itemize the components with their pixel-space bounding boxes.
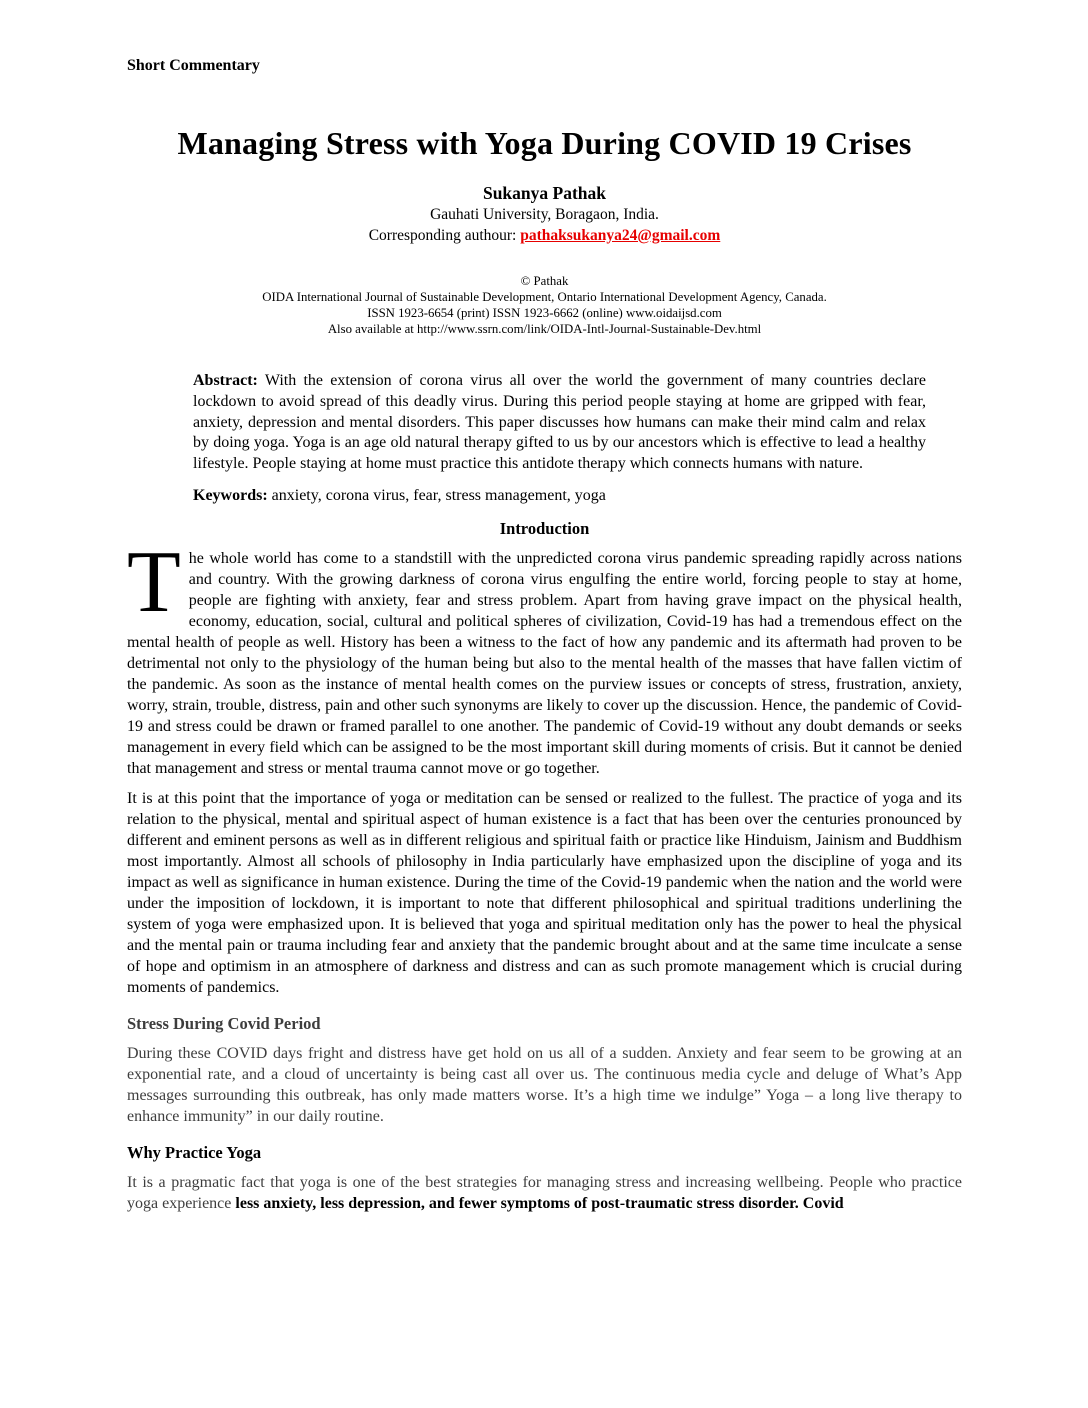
paragraph-introduction-1-text: he whole world has come to a standstill with the unpredicted corona virus pandemic spreading rapidly across nations and country. With the growing darkness of corona virus engulfing the entire world, forcing people to stay at home, people are fighting with anxiety, fear and stress problem. Apart from having grave impact on the physical health, economy, education, social, cultural and political spheres of civilization, Covid-19 has had a tremendous effect on the mental health of people as well. History has been a witness to the fact of how any pandemic and its aftermath had proven to be detrimental not only to the physiology of the human being but also to the mental health of the masses that have fallen victim of the pandemic. As soon as the instance of mental health comes on the purview issues or concepts of stress, frustration, anxiety, worry, strain, trouble, distress, pain and other such synonyms are likely to cover up the discussion. Hence, the pandemic of Covid-19 and stress could be drawn or framed parallel to one another. The pandemic of Covid-19 without any doubt demands or seeks management in every field which can be assigned to be the most important skill during moments of crisis. But it cannot be denied that management and stress or mental trauma cannot move or go together. <box>127 549 962 777</box>
corresponding-line <box>127 225 962 247</box>
availability-line: Also available at http://www.ssrn.com/link/OIDA-Intl-Journal-Sustainable-Dev.html <box>327 322 762 336</box>
section-heading-stress-during-covid: Stress During Covid Period <box>127 1013 321 1033</box>
section-heading-why-practice-yoga: Why Practice Yoga <box>127 1142 262 1162</box>
paragraph-why-practice-yoga-lead: It is a pragmatic fact that yoga is one of the best strategies for managing stress and increasing wellbeing. People who practice yoga experience <box>127 1173 962 1212</box>
publication-block <box>127 273 962 337</box>
keywords-text: anxiety, corona virus, fear, stress management, yoga <box>267 486 606 504</box>
paragraph-why-practice-yoga-emphasis: less anxiety, less depression, and fewer symptoms of post-traumatic stress disorder. Covid <box>235 1194 844 1212</box>
corresponding-label: Corresponding authour: <box>368 227 521 244</box>
paragraph-introduction-1 <box>127 533 962 779</box>
paper-title: Managing Stress with Yoga During COVID 19 Crises <box>177 125 912 161</box>
issn-line: ISSN 1923-6654 (print) ISSN 1923-6662 (online) www.oidaijsd.com <box>367 306 722 320</box>
category-label: Short Commentary <box>127 57 260 74</box>
drop-cap: T <box>127 533 181 631</box>
abstract-label: Abstract: <box>193 372 258 389</box>
section-heading-introduction: Introduction <box>499 518 590 538</box>
paragraph-why-practice-yoga <box>127 1172 962 1214</box>
abstract-text: With the extension of corona virus all over the world the government of many countries declare lockdown to avoid spread of this deadly virus. During this period people staying at home are gripped with fear, anxiety, depression and mental disorders. This paper discusses how humans can make their mind calm and relax by doing yoga. Yoga is an age old natural therapy gifted to us by our ancestors which is effective to lead a healthy lifestyle. People staying at home must practice this antidote therapy which connects humans with nature. <box>193 372 926 473</box>
author-name: Sukanya Pathak <box>482 183 607 203</box>
paragraph-stress-during-covid: During these COVID days fright and distress have get hold on us all of a sudden. Anxiety and fear seem to be growing at an exponential rate, and a cloud of uncertainty is being cast all over us. The continuous media cycle and deluge of What’s App messages surrounding this outbreak, has only made matters worse. It’s a high time we indulge” Yoga – a long live therapy to enhance immunity” in our daily routine. <box>127 1044 962 1125</box>
journal-line: OIDA International Journal of Sustainable Development, Ontario International Development Agency, Canada. <box>262 290 827 304</box>
corresponding-email-link[interactable]: pathaksukanya24@gmail.com <box>520 227 721 244</box>
copyright-line: © Pathak <box>520 274 569 288</box>
author-affiliation: Gauhati University, Boragaon, India. <box>430 206 659 223</box>
abstract-paragraph <box>193 371 926 475</box>
keywords-label: Keywords: <box>193 486 268 504</box>
paragraph-introduction-2: It is at this point that the importance of yoga or meditation can be sensed or realized to the fullest. The practice of yoga and its relation to the physical, mental and spiritual aspect of human existence is a fact that has been over the centuries pronounced by different and eminent persons as well as in different religious and spiritual faith or practice like Hinduism, Jainism and Buddhism most importantly. Almost all schools of philosophy in India particularly have emphasized upon the discipline of yoga and its impact as well as significance in human existence. During the time of the Covid-19 pandemic when the nation and the world were under the imposition of lockdown, it is important to note that different philosophical and spiritual traditions underlining the system of yoga were emphasized upon. It is believed that yoga and spiritual meditation only has the power to heal the physical and the mental pain or trauma including fear and anxiety that the pandemic brought about and at the same time inculcate a sense of hope and optimism in an atmosphere of darkness and distress and can as such promote management which is crucial during moments of pandemics. <box>127 789 962 996</box>
keywords-line <box>193 485 926 506</box>
